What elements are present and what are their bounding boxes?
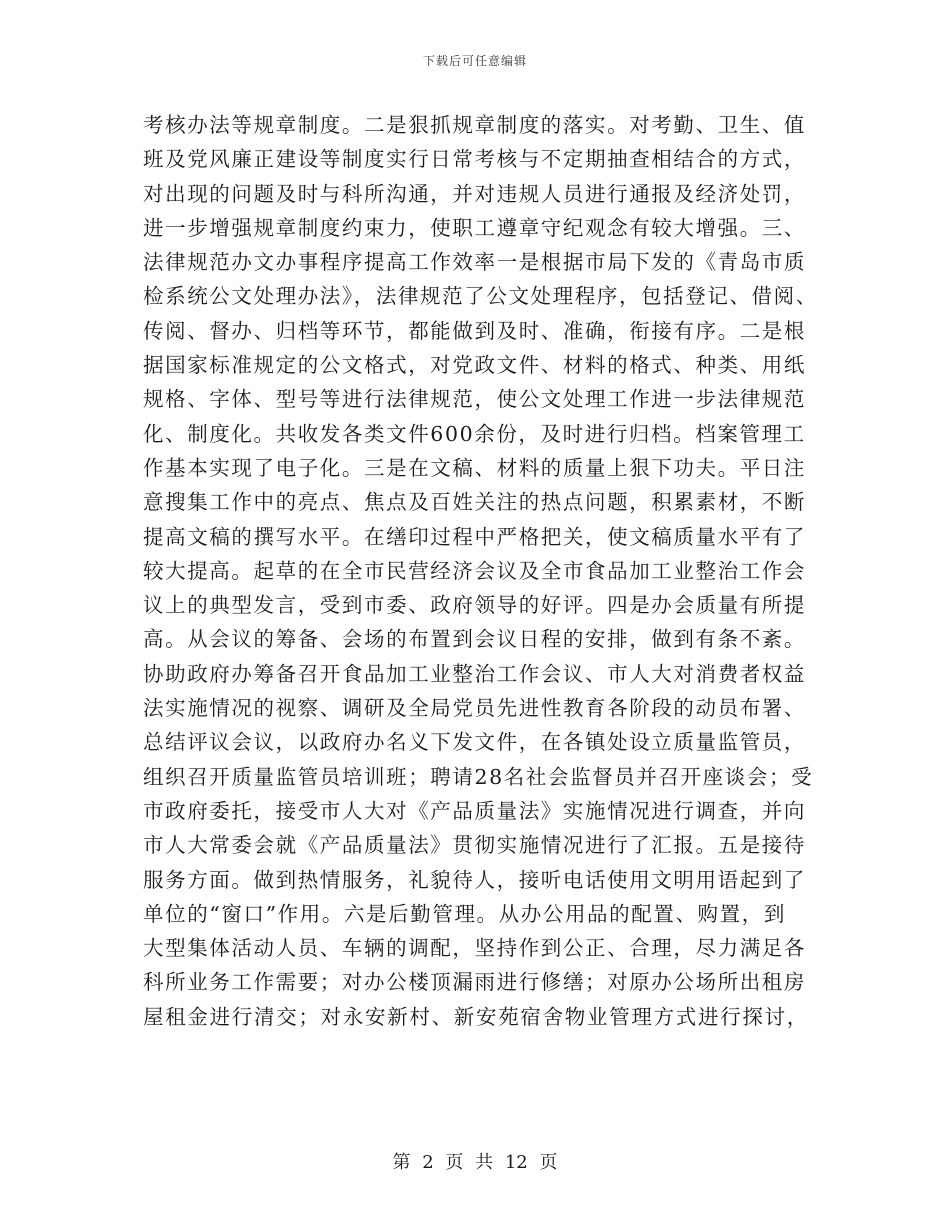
body-line: 议上的典型发言，受到市委、政府领导的好评。四是办会质量有所提 bbox=[143, 593, 806, 618]
body-line: 高。从会议的筹备、会场的布置到会议日程的安排，做到有条不紊。 bbox=[143, 627, 806, 652]
body-line: 法实施情况的视察、调研及全局党员先进性教育各阶段的动员布署、 bbox=[143, 696, 806, 721]
body-line: 意搜集工作中的亮点、焦点及百姓关注的热点问题，积累素材，不断 bbox=[143, 490, 806, 515]
body-line: 检系统公文处理办法》，法律规范了公文处理程序，包括登记、借阅、 bbox=[143, 284, 818, 309]
body-line: 总结评议会议，以政府办名义下发文件，在各镇处设立质量监管员， bbox=[143, 730, 806, 755]
body-line: 科所业务工作需要；对办公楼顶漏雨进行修缮；对原办公场所出租房 bbox=[143, 970, 806, 995]
body-line: 市人大常委会就《产品质量法》贯彻实施情况进行了汇报。五是接待 bbox=[143, 833, 806, 858]
body-line: 单位的“窗口”作用。六是后勤管理。从办公用品的配置、购置，到 bbox=[143, 901, 786, 926]
body-line: 较大提高。起草的在全市民营经济会议及全市食品加工业整治工作会 bbox=[143, 558, 806, 583]
body-line: 屋租金进行清交；对永安新村、新安苑宿舍物业管理方式进行探讨， bbox=[143, 1004, 809, 1029]
body-line: 服务方面。做到热情服务，礼貌待人，接听电话使用文明用语起到了 bbox=[143, 867, 806, 892]
body-line: 考核办法等规章制度。二是狠抓规章制度的落实。对考勤、卫生、值 bbox=[143, 113, 806, 137]
body-line: 传阅、督办、归档等环节，都能做到及时、准确，衔接有序。二是根 bbox=[143, 318, 806, 343]
body-line: 规格、字体、型号等进行法律规范，使公文处理工作进一步法律规范 bbox=[143, 387, 806, 412]
body-line: 提高文稿的撰写水平。在缮印过程中严格把关，使文稿质量水平有了 bbox=[143, 524, 806, 549]
body-line: 进一步增强规章制度约束力，使职工遵章守纪观念有较大增强。三、 bbox=[143, 215, 806, 240]
body-line: 组织召开质量监管员培训班；聘请28名社会监督员并召开座谈会；受 bbox=[143, 764, 814, 789]
page-number: 第 2 页 共 12 页 bbox=[392, 1152, 558, 1173]
body-line: 化、制度化。共收发各类文件600余份，及时进行归档。档案管理工 bbox=[143, 421, 806, 446]
body-line: 大型集体活动人员、车辆的调配，坚持作到公正、合理，尽力满足各 bbox=[143, 936, 806, 961]
body-line: 班及党风廉正建设等制度实行日常考核与不定期抽查相结合的方式， bbox=[143, 147, 806, 172]
body-line: 作基本实现了电子化。三是在文稿、材料的质量上狠下功夫。平日注 bbox=[143, 455, 806, 480]
body-line: 协助政府办筹备召开食品加工业整治工作会议、市人大对消费者权益 bbox=[143, 661, 806, 686]
body-line: 法律规范办文办事程序提高工作效率一是根据市局下发的《青岛市质 bbox=[143, 250, 806, 275]
body-line: 据国家标准规定的公文格式，对党政文件、材料的格式、种类、用纸 bbox=[143, 353, 806, 378]
page-header-note: 下载后可任意编辑 bbox=[422, 54, 527, 68]
body-paragraph bbox=[143, 108, 818, 1034]
body-line: 市政府委托，接受市人大对《产品质量法》实施情况进行调查，并向 bbox=[143, 798, 806, 823]
body-line: 对出现的问题及时与科所沟通，并对违规人员进行通报及经济处罚， bbox=[143, 181, 806, 206]
